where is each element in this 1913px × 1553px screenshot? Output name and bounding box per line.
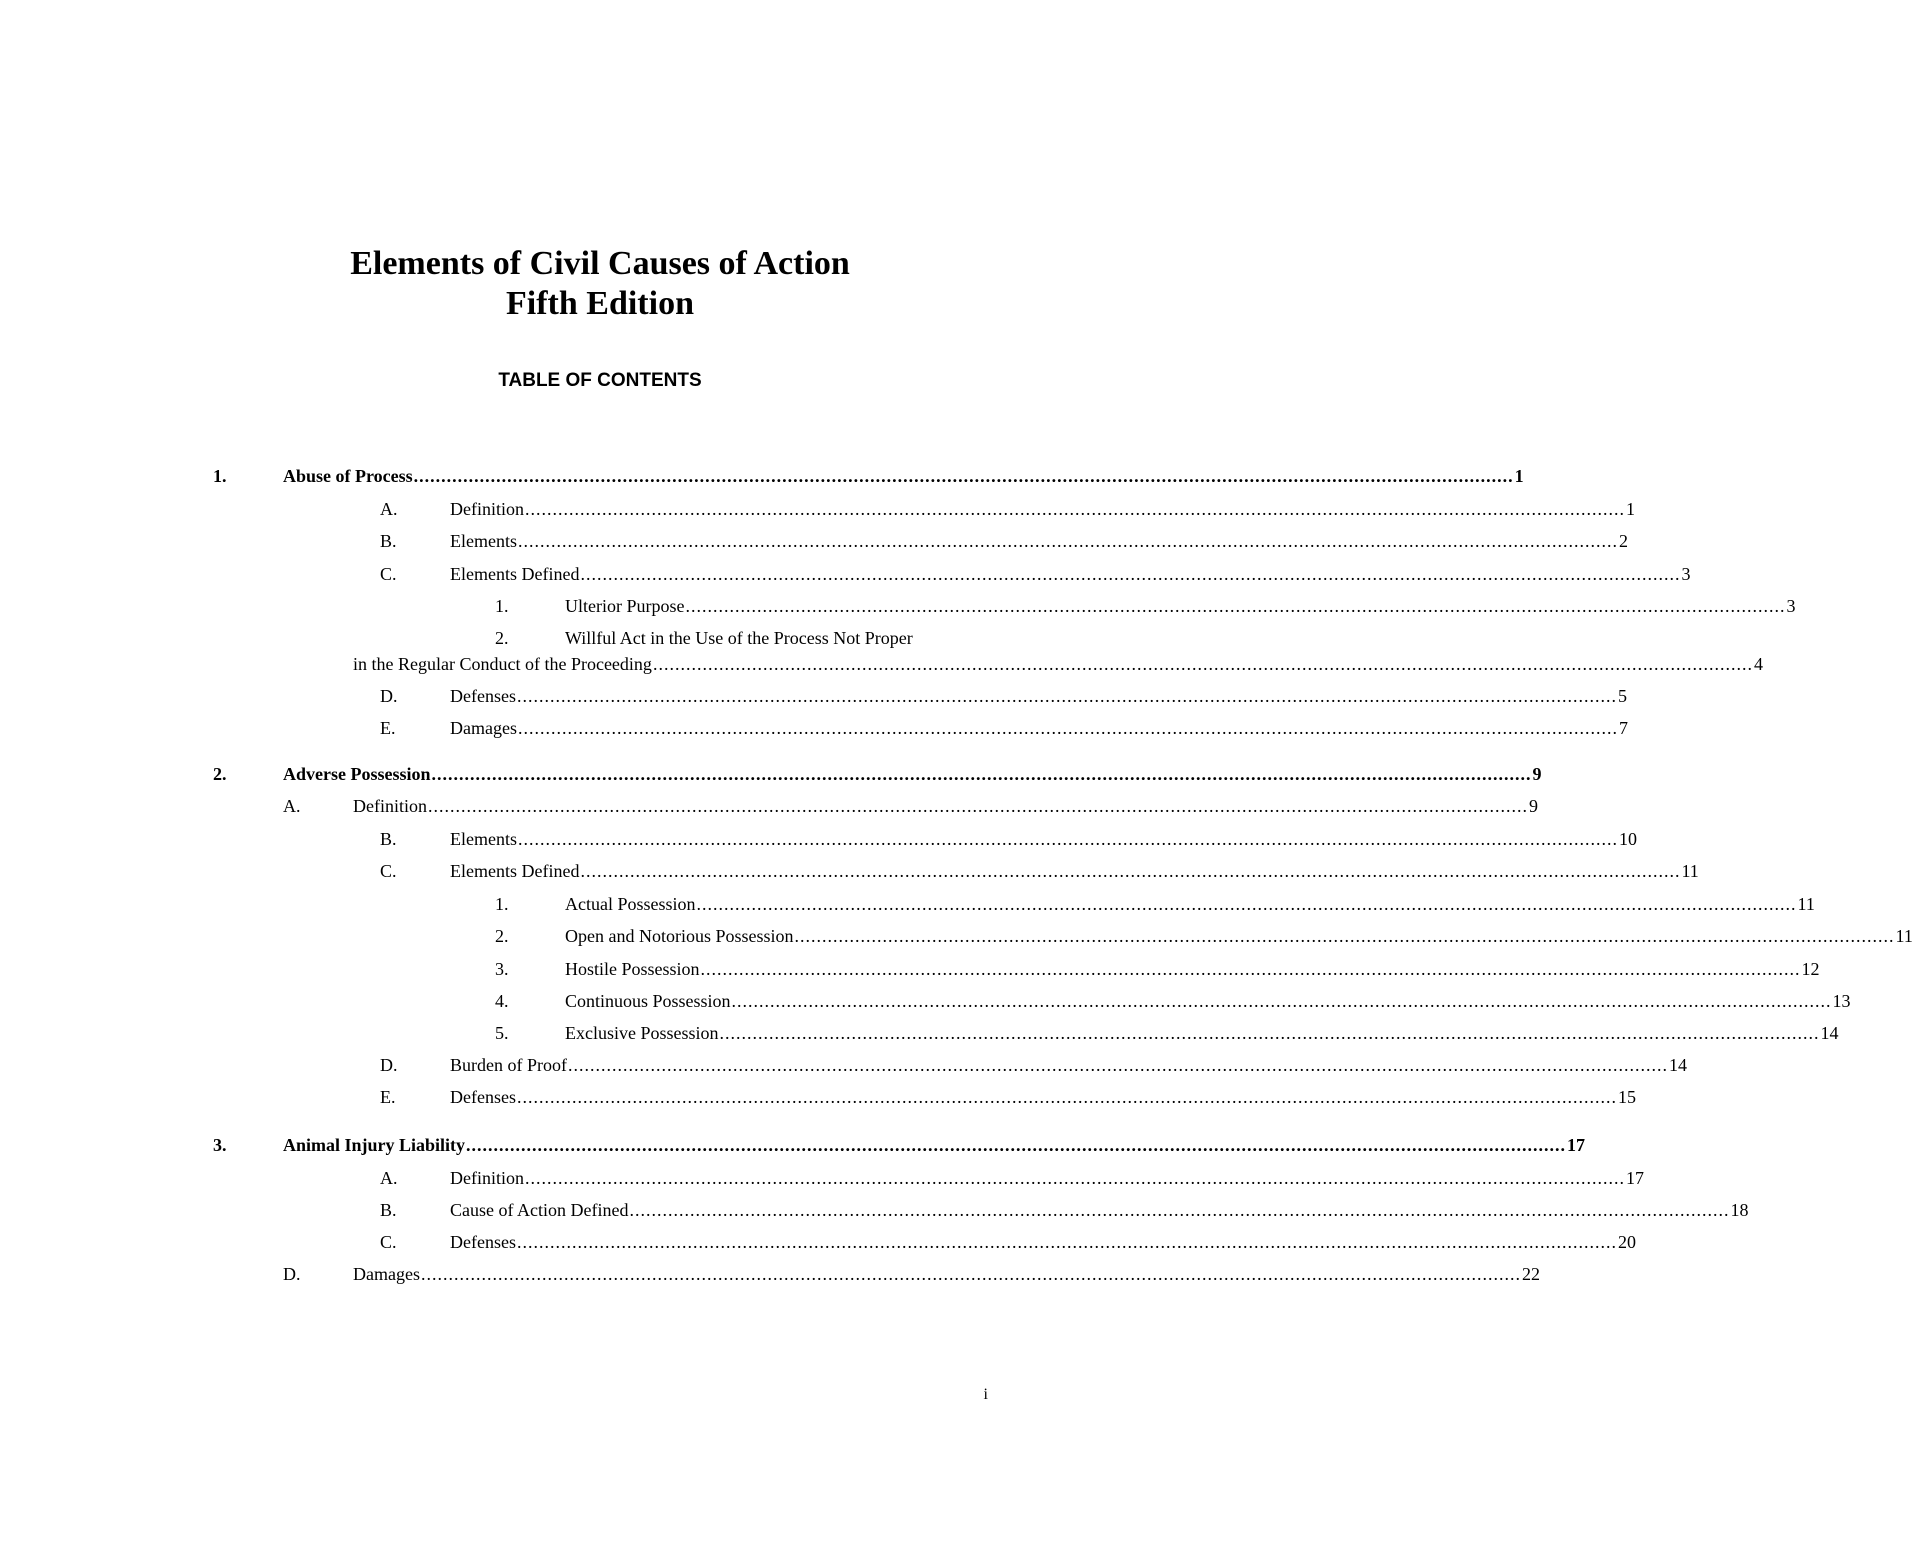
toc-label: Defenses (450, 1232, 516, 1252)
toc-label: Defenses (450, 686, 516, 706)
toc-page: 5 (1617, 686, 1627, 706)
toc-heading: TABLE OF CONTENTS (498, 370, 702, 391)
toc-entry-1c2-line2[interactable] (353, 652, 1763, 676)
toc-page: 14 (1668, 1055, 1687, 1075)
toc-page: 9 (1532, 764, 1542, 784)
toc-page: 11 (1895, 926, 1913, 946)
dot-leader: ........................................................................................................................................................................................................ (629, 1200, 1730, 1220)
toc-page: 20 (1617, 1232, 1636, 1252)
toc-page: 17 (1626, 1168, 1644, 1188)
toc-number: E. (380, 718, 396, 738)
toc-entry-1a[interactable] (380, 497, 1635, 521)
toc-label: Animal Injury Liability (283, 1135, 466, 1155)
toc-label: Abuse of Process (283, 466, 413, 486)
toc-page: 17 (1567, 1135, 1586, 1155)
toc-entry-1c1[interactable] (495, 594, 1796, 618)
toc-label: Elements Defined (450, 564, 580, 584)
toc-entry-2c5[interactable] (495, 1021, 1839, 1045)
toc-number: C. (380, 564, 397, 584)
toc-number: D. (380, 686, 398, 706)
toc-label: Adverse Possession (283, 764, 431, 784)
toc-entry-1d[interactable] (380, 684, 1627, 708)
toc-page: 3 (1786, 596, 1796, 616)
toc-label: Ulterior Purpose (565, 596, 685, 616)
toc-number: E. (380, 1087, 396, 1107)
toc-entry-2e[interactable] (380, 1085, 1636, 1109)
toc-entry-3c[interactable] (380, 1230, 1636, 1254)
toc-entry-1e[interactable] (380, 716, 1628, 740)
dot-leader: ........................................................................................................................................................................................................ (580, 564, 1681, 584)
dot-leader: ........................................................................................................................................................................................................ (413, 466, 1514, 486)
toc-number: A. (380, 499, 398, 519)
toc-page: 4 (1753, 654, 1763, 674)
toc-page: 7 (1618, 718, 1628, 738)
toc-label: Continuous Possession (565, 991, 731, 1011)
toc-label: Elements (450, 531, 517, 551)
toc-number: 3. (495, 959, 509, 979)
toc-page: 9 (1529, 796, 1538, 816)
dot-leader: ........................................................................................................................................................................................................ (516, 686, 1617, 706)
toc-label: Open and Notorious Possession (565, 926, 794, 946)
toc-label: Elements Defined (450, 861, 580, 881)
toc-entry-3d[interactable] (283, 1262, 1540, 1286)
dot-leader: ........................................................................................................................................................................................................ (525, 499, 1625, 519)
toc-entry-3b[interactable] (380, 1198, 1749, 1222)
dot-leader: ........................................................................................................................................................................................................ (516, 1087, 1617, 1107)
dot-leader: ........................................................................................................................................................................................................ (466, 1135, 1567, 1155)
toc-entry-2d[interactable] (380, 1053, 1687, 1077)
dot-leader: ........................................................................................................................................................................................................ (431, 764, 1532, 784)
toc-label-line1: Willful Act in the Use of the Process Not Proper (565, 628, 913, 648)
toc-label: Damages (353, 1264, 420, 1284)
toc-number: C. (380, 1232, 397, 1252)
dot-leader: ........................................................................................................................................................................................................ (719, 1023, 1820, 1043)
toc-entry-1b[interactable] (380, 529, 1628, 553)
toc-label: Damages (450, 718, 517, 738)
dot-leader: ........................................................................................................................................................................................................ (696, 894, 1797, 914)
toc-section-2[interactable] (213, 762, 1542, 786)
toc-number: A. (380, 1168, 398, 1188)
toc-number: 4. (495, 991, 509, 1011)
toc-entry-2a[interactable] (283, 794, 1538, 818)
document-edition: Fifth Edition (506, 285, 694, 322)
toc-label: Elements (450, 829, 517, 849)
toc-number: 2. (495, 628, 509, 648)
toc-label: Definition (353, 796, 427, 816)
dot-leader: ........................................................................................................................................................................................................ (517, 718, 1618, 738)
toc-page: 13 (1832, 991, 1851, 1011)
dot-leader: ........................................................................................................................................................................................................ (516, 1232, 1617, 1252)
dot-leader: ........................................................................................................................................................................................................ (517, 829, 1618, 849)
toc-entry-2c4[interactable] (495, 989, 1851, 1013)
toc-number: 1. (495, 894, 509, 914)
toc-label: Actual Possession (565, 894, 696, 914)
toc-number: B. (380, 1200, 397, 1220)
toc-number: A. (283, 796, 301, 816)
document-title: Elements of Civil Causes of Action (350, 245, 850, 282)
toc-page: 2 (1618, 531, 1628, 551)
toc-number: C. (380, 861, 397, 881)
toc-number: 2. (495, 926, 509, 946)
toc-page: 22 (1521, 1264, 1540, 1284)
dot-leader: ........................................................................................................................................................................................................ (420, 1264, 1521, 1284)
toc-label: Burden of Proof (450, 1055, 567, 1075)
toc-page: 1 (1626, 499, 1635, 519)
toc-entry-2c3[interactable] (495, 957, 1820, 981)
toc-number: D. (283, 1264, 301, 1284)
dot-leader: ........................................................................................................................................................................................................ (525, 1168, 1625, 1188)
toc-label: Exclusive Possession (565, 1023, 719, 1043)
toc-number: B. (380, 531, 397, 551)
toc-page: 11 (1681, 861, 1699, 881)
toc-label: Definition (450, 1168, 524, 1188)
toc-number: 5. (495, 1023, 509, 1043)
dot-leader: ........................................................................................................................................................................................................ (685, 596, 1786, 616)
page-number-footer: i (983, 1386, 988, 1403)
toc-number: 1. (495, 596, 509, 616)
toc-label: Definition (450, 499, 524, 519)
toc-entry-2b[interactable] (380, 827, 1637, 851)
toc-page: 18 (1730, 1200, 1749, 1220)
toc-entry-1c[interactable] (380, 562, 1691, 586)
dot-leader: ........................................................................................................................................................................................................ (731, 991, 1832, 1011)
toc-page: 12 (1801, 959, 1820, 979)
toc-page: 3 (1681, 564, 1691, 584)
dot-leader: ........................................................................................................................................................................................................ (428, 796, 1528, 816)
toc-label-line2: in the Regular Conduct of the Proceeding (353, 654, 652, 674)
toc-page: 1 (1514, 466, 1524, 486)
dot-leader: ........................................................................................................................................................................................................ (517, 531, 1618, 551)
dot-leader: ........................................................................................................................................................................................................ (580, 861, 1681, 881)
toc-number: B. (380, 829, 397, 849)
dot-leader: ........................................................................................................................................................................................................ (700, 959, 1801, 979)
toc-label: Cause of Action Defined (450, 1200, 629, 1220)
toc-entry-3a[interactable] (380, 1166, 1644, 1190)
toc-entry-2c2[interactable] (495, 924, 1913, 948)
dot-leader: ........................................................................................................................................................................................................ (652, 654, 1753, 674)
toc-entry-2c[interactable] (380, 859, 1699, 883)
toc-page: 11 (1797, 894, 1815, 914)
toc-page: 15 (1617, 1087, 1636, 1107)
dot-leader: ........................................................................................................................................................................................................ (794, 926, 1895, 946)
toc-number: 2. (213, 764, 227, 784)
toc-page: 14 (1820, 1023, 1839, 1043)
dot-leader: ........................................................................................................................................................................................................ (567, 1055, 1668, 1075)
toc-number: 1. (213, 466, 227, 486)
toc-entry-2c1[interactable] (495, 892, 1815, 916)
toc-page: 10 (1618, 829, 1637, 849)
toc-section-3[interactable] (213, 1133, 1586, 1157)
toc-section-1[interactable] (213, 464, 1524, 488)
toc-label: Defenses (450, 1087, 516, 1107)
toc-number: 3. (213, 1135, 227, 1155)
toc-label: Hostile Possession (565, 959, 700, 979)
toc-number: D. (380, 1055, 398, 1075)
